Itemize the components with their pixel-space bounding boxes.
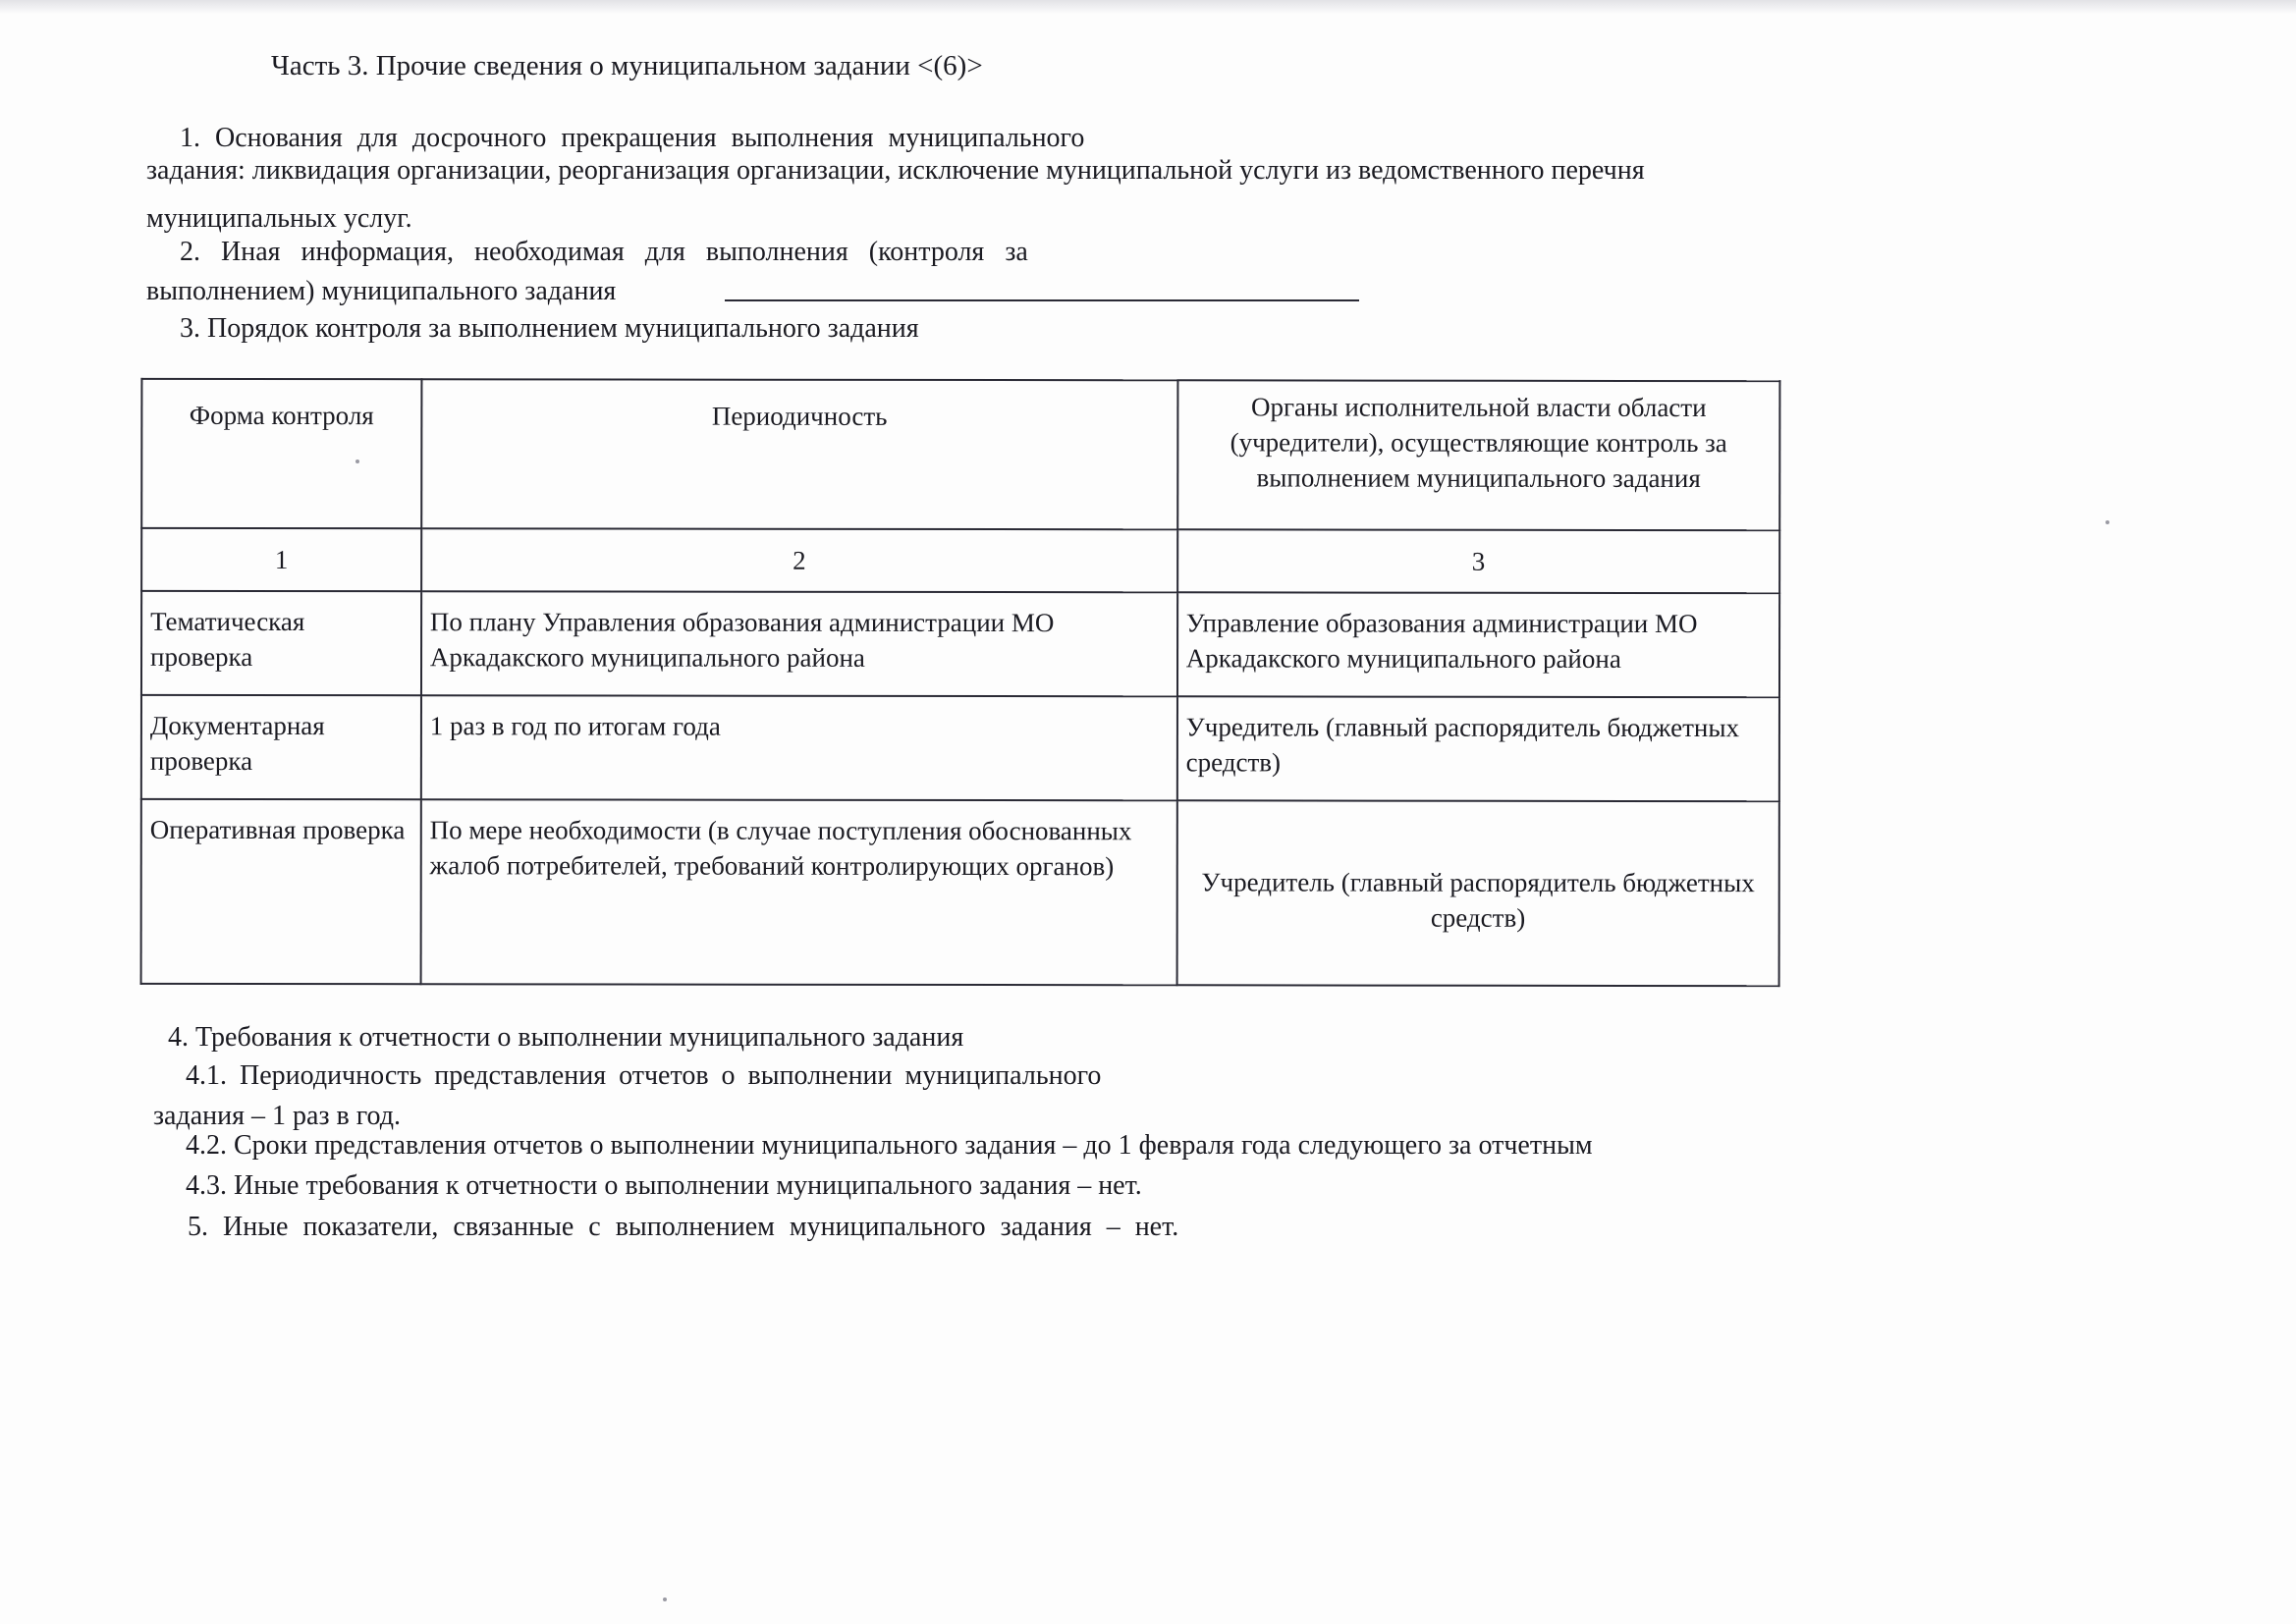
section-title: Часть 3. Прочие сведения о муниципальном задании <(6)> xyxy=(271,50,983,81)
header-form: Форма контроля xyxy=(141,379,421,528)
item-2-line-2: выполнением) муниципального задания xyxy=(146,276,617,306)
table-header-row xyxy=(141,379,1779,530)
header-periodicity: Периодичность xyxy=(421,379,1177,529)
item-3: 3. Порядок контроля за выполнением муниципального задания xyxy=(180,313,919,344)
scan-speck xyxy=(2105,520,2109,524)
item-2-line-1: 2. Иная информация, необходимая для выполнения (контроля за xyxy=(180,237,1028,267)
item-4-3: 4.3. Иные требования к отчетности о выполнении муниципального задания – нет. xyxy=(186,1170,1142,1201)
item-1-line-1: 1. Основания для досрочного прекращения выполнения муниципального xyxy=(180,123,1085,153)
fill-in-blank-line xyxy=(725,299,1359,301)
item-4-1-line-2: задания – 1 раз в год. xyxy=(153,1101,401,1131)
item-4-1-line-1: 4.1. Периодичность представления отчетов о выполнении муниципального xyxy=(186,1060,1102,1091)
cell-period: По плану Управления образования администрации МО Аркадакского муниципального района xyxy=(421,591,1177,696)
cell-form: Тематическая проверка xyxy=(141,591,421,695)
scan-edge xyxy=(0,0,2296,14)
cell-period: По мере необходимости (в случае поступления обоснованных жалоб потребителей, требований контролирующих органов) xyxy=(420,799,1176,985)
table-row xyxy=(141,695,1779,801)
control-table xyxy=(140,378,1781,987)
cell-period: 1 раз в год по итогам года xyxy=(421,695,1177,800)
column-number: 1 xyxy=(141,528,421,591)
item-1-line-2: задания: ликвидация организации, реорганизация организации, исключение муниципальной услуги из ведомственного перечня xyxy=(146,155,1645,186)
item-5: 5. Иные показатели, связанные с выполнением муниципального задания – нет. xyxy=(188,1212,1179,1242)
table-row xyxy=(141,591,1779,697)
item-4-2: 4.2. Сроки представления отчетов о выполнении муниципального задания – до 1 февраля года следующего за отчетным xyxy=(186,1130,1593,1161)
cell-form: Оперативная проверка xyxy=(141,799,421,984)
item-1-line-3: муниципальных услуг. xyxy=(146,203,412,234)
cell-form: Документарная проверка xyxy=(141,695,421,799)
item-4: 4. Требования к отчетности о выполнении муниципального задания xyxy=(168,1022,964,1053)
column-number: 3 xyxy=(1177,529,1779,593)
cell-organ: Учредитель (главный распорядитель бюджетных средств) xyxy=(1176,800,1779,986)
cell-organ: Управление образования администрации МО Аркадакского муниципального района xyxy=(1177,592,1779,697)
column-number: 2 xyxy=(421,528,1177,592)
header-organs: Органы исполнительной власти области (учредители), осуществляющие контроль за выполнением муниципального задания xyxy=(1177,380,1779,530)
table-number-row xyxy=(141,528,1779,593)
scan-speck xyxy=(663,1597,667,1601)
cell-organ: Учредитель (главный распорядитель бюджетных средств) xyxy=(1177,696,1779,801)
scan-speck xyxy=(355,460,359,463)
table-row xyxy=(141,799,1779,986)
